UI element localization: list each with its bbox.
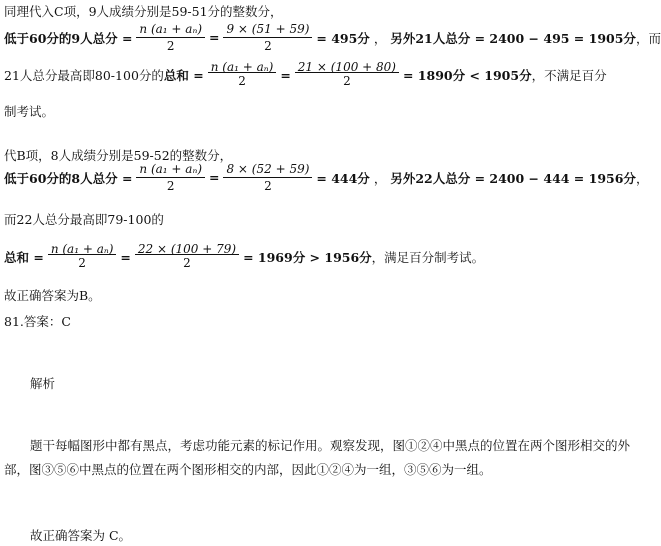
fraction-numerator: n (a₁ + aₙ) — [208, 62, 277, 73]
fraction — [223, 162, 312, 193]
text-line-1: 同理代入C项，9人成绩分别是59-51分的整数分， — [4, 4, 283, 19]
text-line-10: 81.答案：C — [4, 314, 71, 329]
fraction — [48, 244, 117, 270]
formula-result: = 495分 — [316, 30, 370, 46]
fraction-denominator: 2 — [264, 39, 272, 53]
formula-lhs: 低于60分的8人总分 = — [4, 170, 133, 186]
fraction — [136, 22, 205, 53]
formula-result: = 1890分 < 1905分 — [402, 68, 532, 83]
formula-result: = 1969分 > 1956分 — [243, 250, 372, 265]
fraction — [208, 62, 277, 88]
text-line-9: 故正确答案为B。 — [4, 288, 101, 303]
answer-line: 故正确答案为 C。 — [30, 528, 132, 543]
formula-lhs: 总和 = — [163, 68, 204, 83]
fraction-numerator: n (a₁ + aₙ) — [136, 22, 205, 38]
formula-row-1 — [4, 22, 661, 53]
fraction — [223, 22, 312, 53]
formula-result: = 444分 — [316, 170, 370, 186]
text-line-8-tail: ，满足百分制考试。 — [371, 250, 485, 265]
fraction-denominator: 2 — [166, 179, 175, 193]
fraction-denominator: 2 — [264, 179, 272, 193]
fraction-denominator: 2 — [183, 256, 191, 270]
fraction-denominator: 2 — [343, 74, 351, 88]
fraction-denominator: 2 — [166, 39, 175, 53]
fraction — [136, 162, 205, 193]
text-line-5: 代B项，8人成绩分别是59-52的整数分， — [4, 148, 233, 163]
formula-row-3 — [4, 162, 653, 193]
fraction-numerator: 22 × (100 + 79) — [135, 244, 239, 255]
analysis-paragraph: 题干每幅图形中都有黑点，考虑功能元素的标记作用。观察发现，图①②④中黑点的位置在两个图形相交的外部，图③⑤⑥中黑点的位置在两个图形相交的内部，因此①②④为一组，③⑤⑥为一组。 — [4, 438, 631, 477]
text-line-4: 制考试。 — [4, 104, 55, 119]
equals-sign: = — [209, 170, 220, 185]
fraction-numerator: 8 × (52 + 59) — [223, 162, 312, 178]
formula-tail: ， — [635, 170, 649, 186]
text-line-3: 21人总分最高即80-100分的 — [4, 68, 164, 83]
fraction-numerator: n (a₁ + aₙ) — [136, 162, 205, 178]
fraction — [295, 62, 399, 88]
fraction-denominator: 2 — [238, 74, 246, 88]
fraction-numerator: 21 × (100 + 80) — [295, 62, 399, 73]
formula-lhs: 总和 = — [4, 250, 44, 265]
text-line-7: 而22人总分最高即79-100的 — [4, 212, 164, 227]
text-line-3-tail: ，不满足百分 — [531, 68, 607, 83]
formula-extra: 另外21人总分 = 2400 − 495 = 1905分 — [390, 30, 636, 46]
fraction-numerator: n (a₁ + aₙ) — [48, 244, 117, 255]
fraction — [135, 244, 239, 270]
equals-sign: = — [120, 249, 131, 265]
formula-row-2 — [4, 62, 653, 88]
equals-sign: = — [209, 30, 220, 45]
separator: ， — [373, 170, 387, 186]
formula-row-4 — [4, 244, 653, 270]
section-heading: 解析 — [30, 376, 56, 391]
equals-sign: = — [280, 67, 291, 83]
fraction-denominator: 2 — [78, 256, 86, 270]
formula-extra: 另外22人总分 = 2400 − 444 = 1956分 — [390, 170, 636, 186]
fraction-numerator: 9 × (51 + 59) — [223, 22, 312, 38]
formula-tail: ，而 — [635, 30, 661, 46]
separator: ， — [373, 30, 387, 46]
formula-lhs: 低于60分的9人总分 = — [4, 30, 133, 46]
